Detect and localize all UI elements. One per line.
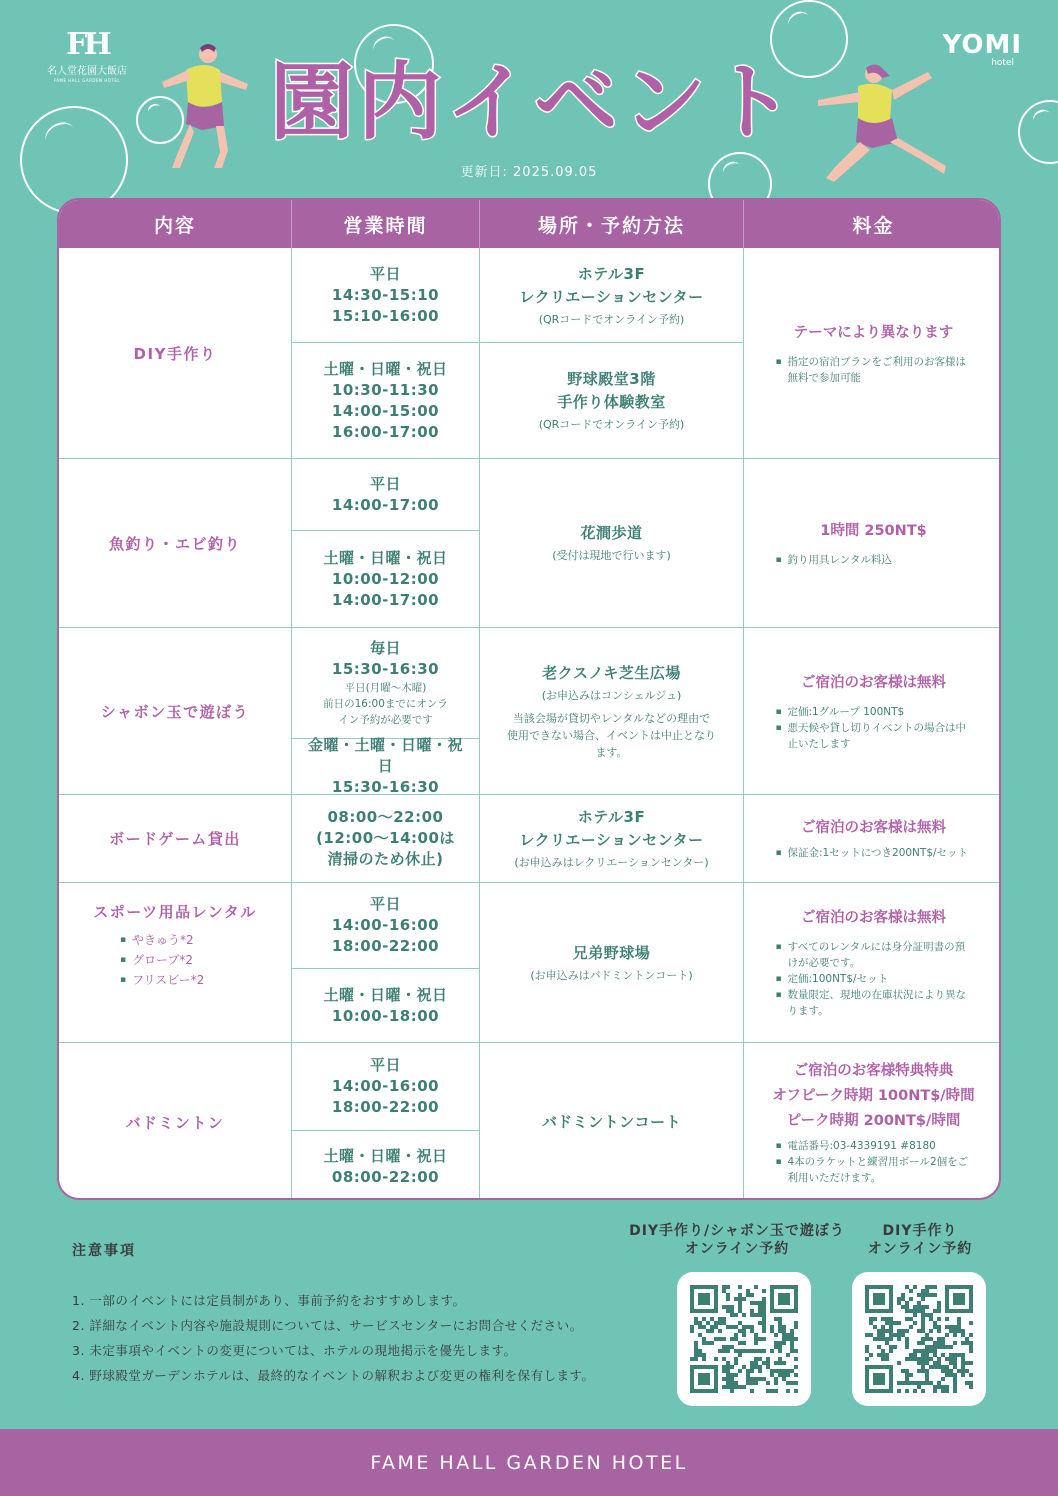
- place-name: 花澗歩道: [580, 524, 643, 542]
- qr-label-line: オンライン予約: [867, 1241, 973, 1257]
- time-label: 平日: [369, 895, 401, 913]
- place-extra: ます。: [595, 745, 628, 759]
- note-item: 2. 詳細なイベント内容や施設規則については、サービスセンターにお問合せください。: [72, 1318, 583, 1333]
- fee-item: ▪ 定価:100NT$/セット: [776, 971, 972, 987]
- fee-list: [776, 845, 972, 861]
- logo-yomi: YOMI: [942, 30, 1022, 60]
- row-fishing-fee: [744, 459, 1001, 628]
- row-sports-name: [59, 883, 292, 1043]
- row-sports-time-weekday: [292, 883, 480, 969]
- place-note: (受付は現地で行います): [552, 549, 671, 562]
- event-name: ボードゲーム貸出: [109, 830, 241, 848]
- row-bubbles-time-weekend: [292, 736, 480, 796]
- logo-english-name: FAME HALL GARDEN HOTEL: [53, 78, 121, 83]
- row-boardgame-name: [59, 795, 292, 883]
- notes-list: [72, 1288, 682, 1388]
- row-diy-place-1: [480, 248, 744, 343]
- row-fishing-time-weekday: [292, 459, 480, 531]
- row-bubbles-place: [480, 628, 744, 795]
- row-badminton-fee: [744, 1043, 1001, 1200]
- notes-title: 注意事項: [72, 1243, 136, 1259]
- place-name: 兄弟野球場: [572, 943, 651, 962]
- hotel-logo-right: [942, 32, 1022, 68]
- note-item: 3. 未定事項やイベントの変更については、ホテルの現地掲示を優先します。: [72, 1343, 517, 1358]
- time-slot: 14:30-15:10: [331, 285, 440, 304]
- row-fishing-name: [59, 459, 292, 628]
- event-name: 魚釣り・エビ釣り: [108, 534, 241, 553]
- qr-code-2[interactable]: [852, 1272, 986, 1406]
- time-slot: 08:00-22:00: [331, 1167, 440, 1186]
- hotel-logo-left: [40, 27, 134, 83]
- qr-code-icon: [690, 1285, 798, 1393]
- fee-title: ご宿泊のお客様は無料: [801, 820, 946, 836]
- fee-title: ご宿泊のお客様は無料: [801, 674, 946, 691]
- event-name: スポーツ用品レンタル: [93, 903, 257, 921]
- row-badminton-time-weekend: [292, 1131, 480, 1200]
- time-slot: 14:00-17:00: [331, 590, 440, 609]
- row-sports-place: [480, 883, 744, 1043]
- fee-title: ご宿泊のお客様特典特典: [793, 1063, 954, 1079]
- qr-code-1[interactable]: [677, 1272, 811, 1406]
- row-diy-place-2: [480, 343, 744, 459]
- time-label: 平日: [369, 264, 401, 283]
- time-label: 土曜・日曜・祝日: [323, 985, 448, 1004]
- row-boardgame-time: [292, 795, 480, 883]
- time-label: 金曜・土曜・日曜・祝日: [307, 736, 463, 775]
- qr-code-icon: [865, 1285, 973, 1393]
- place-name: ホテル3F: [577, 264, 646, 283]
- header-fee: 料金: [744, 200, 1001, 248]
- logo-hotel: hotel: [991, 58, 1014, 68]
- place-name: レクリエーションセンター: [519, 287, 704, 306]
- fee-list: [776, 939, 972, 1019]
- qr-label-line: DIY手作り/シャボン玉で遊ぼう: [629, 1223, 845, 1239]
- place-note: (QRコードでオンライン予約): [538, 312, 685, 326]
- time-note: 清掃のため休止): [327, 850, 444, 868]
- event-table: [57, 198, 1001, 1200]
- time-note: イン予約が必要です: [338, 714, 433, 726]
- header-content: 内容: [59, 200, 292, 248]
- place-note: (お申込みはコンシェルジュ): [541, 688, 682, 702]
- time-slot: 14:00-16:00: [331, 1077, 440, 1095]
- time-slot: 15:30-16:30: [331, 778, 440, 796]
- time-slot: 10:00-18:00: [331, 1006, 440, 1025]
- qr-label-2: [850, 1222, 990, 1258]
- place-note: (QRコードでオンライン予約): [538, 418, 685, 431]
- event-name: DIY手作り: [133, 344, 217, 363]
- time-note: 平日(月曜～木曜): [344, 682, 427, 694]
- row-bubbles-time-daily: [292, 628, 480, 739]
- time-note: (12:00～14:00は: [316, 829, 455, 847]
- page-title: 園内イベント: [270, 53, 799, 151]
- qr-label-1: [612, 1222, 862, 1258]
- time-slot: 16:00-17:00: [331, 422, 440, 441]
- row-boardgame-fee: [744, 795, 1001, 883]
- time-slot: 18:00-22:00: [331, 1098, 440, 1116]
- time-label: 土曜・日曜・祝日: [323, 359, 448, 378]
- time-slot: 08:00～22:00: [327, 808, 444, 826]
- row-boardgame-place: [480, 795, 744, 883]
- logo-chinese-name: 名人堂花園大飯店: [47, 66, 127, 77]
- place-name: バドミントンコート: [541, 1113, 682, 1131]
- bubble-decoration: [1018, 100, 1058, 164]
- fee-item: ▪ 悪天候や貸し切りイベントの場合は中止いたします: [776, 720, 972, 752]
- fee-item: ▪ 指定の宿泊プランをご利用のお客様は無料で参加可能: [776, 354, 972, 386]
- footer-hotel-name: FAME HALL GARDEN HOTEL: [0, 1429, 1058, 1496]
- fee-item: ▪ 電話番号:03-4339191 #8180: [776, 1138, 972, 1154]
- time-slot: 15:10-16:00: [331, 306, 440, 325]
- place-name: 野球殿堂3階: [567, 370, 656, 388]
- fee-item: ▪ 定価:1グループ 100NT$: [776, 704, 972, 720]
- qr-label-line: オンライン予約: [684, 1241, 790, 1257]
- fee-item: ▪ 数量限定、現地の在庫状況により異なります。: [776, 987, 972, 1019]
- sports-item: ▪ グローブ*2: [120, 950, 230, 970]
- time-note: 前日の16:00までにオンラ: [323, 698, 448, 710]
- fee-item: ▪ すべてのレンタルには身分証明書の預けが必要です。: [776, 939, 972, 971]
- note-item: 1. 一部のイベントには定員制があり、事前予約をおすすめします。: [72, 1293, 466, 1308]
- fee-title: ご宿泊のお客様は無料: [801, 910, 946, 926]
- time-slot: 14:00-17:00: [331, 495, 440, 514]
- time-slot: 10:30-11:30: [331, 380, 440, 399]
- fee-item: ▪ 保証金:1セットにつき200NT$/セット: [776, 845, 972, 861]
- time-slot: 15:30-16:30: [331, 660, 440, 678]
- row-badminton-time-weekday: [292, 1043, 480, 1131]
- time-label: 毎日: [369, 639, 401, 657]
- header-location: 場所・予約方法: [480, 200, 744, 248]
- fee-item: ▪ 4本のラケットと練習用ボール2個をご利用いただけます。: [776, 1154, 972, 1186]
- time-slot: 14:00-16:00: [331, 916, 440, 934]
- sports-item: ▪ やきゅう*2: [120, 930, 230, 950]
- row-bubbles-fee: [744, 628, 1001, 795]
- time-label: 平日: [369, 474, 401, 493]
- row-badminton-name: [59, 1043, 292, 1200]
- place-note: (お申込みはバドミントンコート): [530, 968, 693, 982]
- fee-list: [776, 704, 972, 752]
- person-illustration-left: [150, 40, 260, 175]
- fee-title: 1時間 250NT$: [820, 522, 927, 539]
- fee-list: [776, 354, 972, 386]
- row-sports-fee: [744, 883, 1001, 1043]
- fee-price-peak: ピーク時期 200NT$/時間: [786, 1113, 961, 1129]
- time-label: 平日: [369, 1056, 401, 1074]
- event-name: バドミントン: [125, 1114, 225, 1132]
- header-hours: 営業時間: [292, 200, 480, 248]
- row-diy-time-weekend: [292, 343, 480, 459]
- row-badminton-place: [480, 1043, 744, 1200]
- note-item: 4. 野球殿堂ガーデンホテルは、最終的なイベントの解釈および変更の権利を保有します。: [72, 1368, 595, 1383]
- row-bubbles-name: [59, 628, 292, 795]
- fee-list: [776, 1138, 972, 1186]
- updated-date: 更新日: 2025.09.05: [460, 165, 598, 180]
- place-note: (お申込みはレクリエーションセンター): [514, 856, 709, 869]
- time-label: 土曜・日曜・祝日: [323, 1146, 448, 1165]
- time-slot: 10:00-12:00: [331, 569, 440, 588]
- row-fishing-place: [480, 459, 744, 628]
- time-label: 土曜・日曜・祝日: [323, 548, 448, 567]
- place-name: 手作り体験教室: [557, 393, 666, 411]
- place-name: 老クスノキ芝生広場: [542, 663, 681, 682]
- fee-title: テーマにより異なります: [793, 324, 954, 341]
- place-extra: 使用できない場合、イベントは中止となり: [507, 728, 716, 742]
- fee-list: [776, 552, 972, 568]
- place-extra: 当該会場が貸切やレンタルなどの理由で: [512, 711, 711, 725]
- time-slot: 14:00-15:00: [331, 401, 440, 420]
- logo-mark: FH: [66, 27, 108, 62]
- event-name: シャボン玉で遊ぼう: [100, 702, 250, 721]
- row-diy-name: [59, 248, 292, 459]
- place-name: ホテル3F: [577, 808, 646, 826]
- fee-price-offpeak: オフピーク時期 100NT$/時間: [772, 1088, 975, 1104]
- row-diy-fee: [744, 248, 1001, 459]
- place-name: レクリエーションセンター: [519, 831, 704, 849]
- time-slot: 18:00-22:00: [331, 937, 440, 955]
- row-diy-time-weekday: [292, 248, 480, 343]
- sports-item: ▪ フリスビー*2: [120, 970, 230, 990]
- row-sports-time-weekend: [292, 969, 480, 1043]
- qr-label-line: DIY手作り: [882, 1223, 958, 1239]
- sports-items-list: [120, 930, 230, 990]
- fee-item: ▪ 釣り用具レンタル料込: [776, 552, 972, 568]
- row-fishing-time-weekend: [292, 531, 480, 628]
